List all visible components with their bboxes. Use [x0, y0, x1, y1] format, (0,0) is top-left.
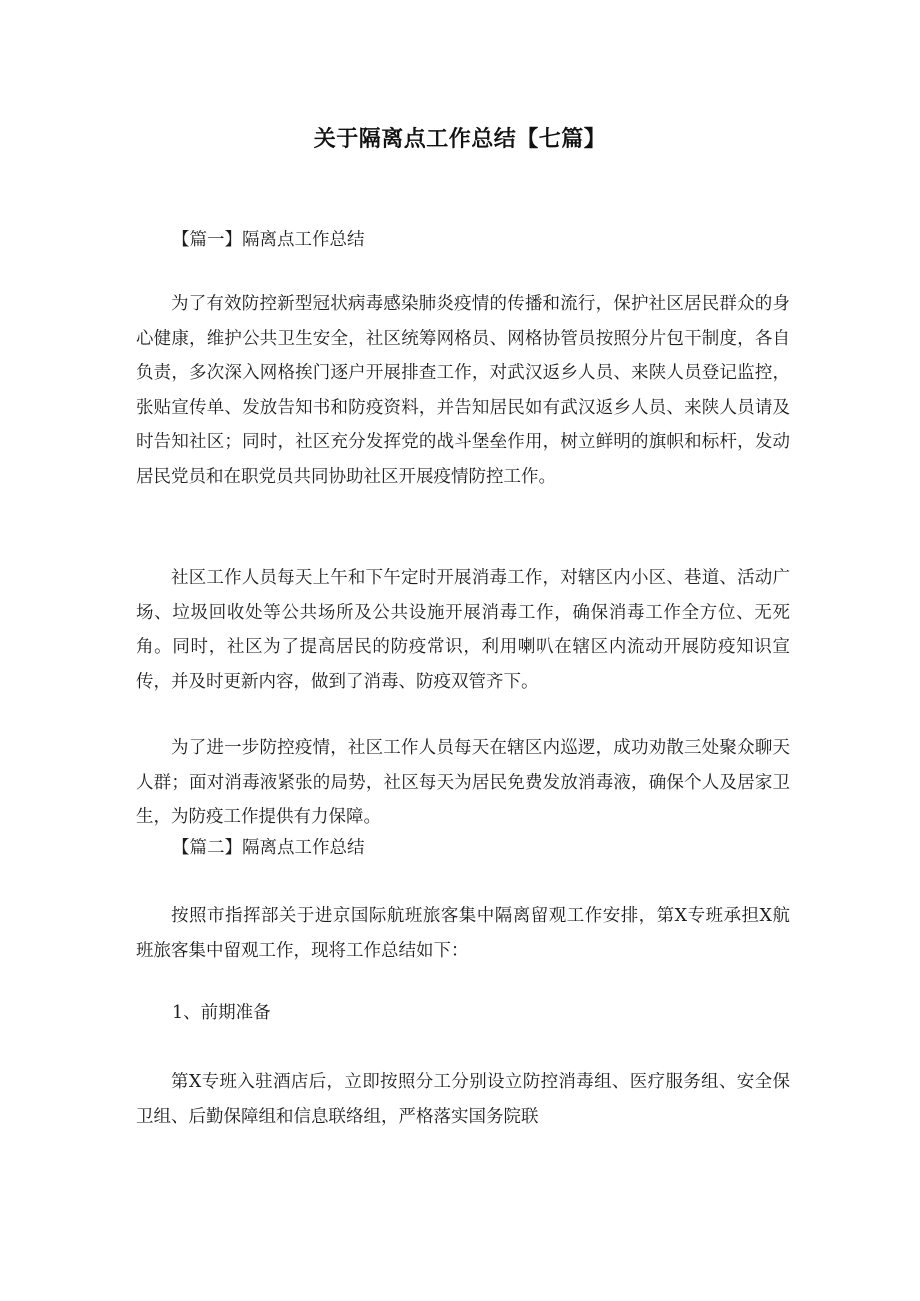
subsection-heading-1: 1、前期准备 — [172, 1003, 271, 1023]
paragraph-2: 社区工作人员每天上午和下午定时开展消毒工作，对辖区内小区、巷道、活动广场、垃圾回收处等公共场所及公共设施开展消毒工作，确保消毒工作全方位、无死角。同时，社区为了提高居民的防疫常识，利用喇叭在辖区内流动开展防疫知识宣传，并及时更新内容，做到了消毒、防疫双管齐下。 — [136, 568, 790, 692]
paragraph-4: 按照市指挥部关于进京国际航班旅客集中隔离留观工作安排，第X专班承担X航班旅客集中留观工作，现将工作总结如下： — [136, 906, 790, 961]
paragraph-1: 为了有效防控新型冠状病毒感染肺炎疫情的传播和流行，保护社区居民群众的身心健康，维护公共卫生安全，社区统筹网格员、网格协管员按照分片包干制度，各自负责，多次深入网格挨门逐户开展排查工作，对武汉返乡人员、来陕人员登记监控，张贴宣传单、发放告知书和防疫资料，并告知居民如有武汉返乡人员、来陕人员请及时告知社区；同时，社区充分发挥党的战斗堡垒作用，树立鲜明的旗帜和标杆，发动居民党员和在职党员共同协助社区开展疫情防控工作。 — [136, 294, 790, 487]
section-heading-2: 【篇二】隔离点工作总结 — [172, 838, 365, 858]
section-heading-1: 【篇一】隔离点工作总结 — [172, 230, 365, 250]
paragraph-3: 为了进一步防控疫情，社区工作人员每天在辖区内巡逻，成功劝散三处聚众聊天人群；面对消毒液紧张的局势，社区每天为居民免费发放消毒液，确保个人及居家卫生，为防疫工作提供有力保障。 — [136, 738, 790, 828]
paragraph-5: 第X专班入驻酒店后，立即按照分工分别设立防控消毒组、医疗服务组、安全保卫组、后勤保障组和信息联络组，严格落实国务院联 — [136, 1072, 790, 1127]
document-title: 关于隔离点工作总结【七篇】 — [313, 127, 607, 152]
